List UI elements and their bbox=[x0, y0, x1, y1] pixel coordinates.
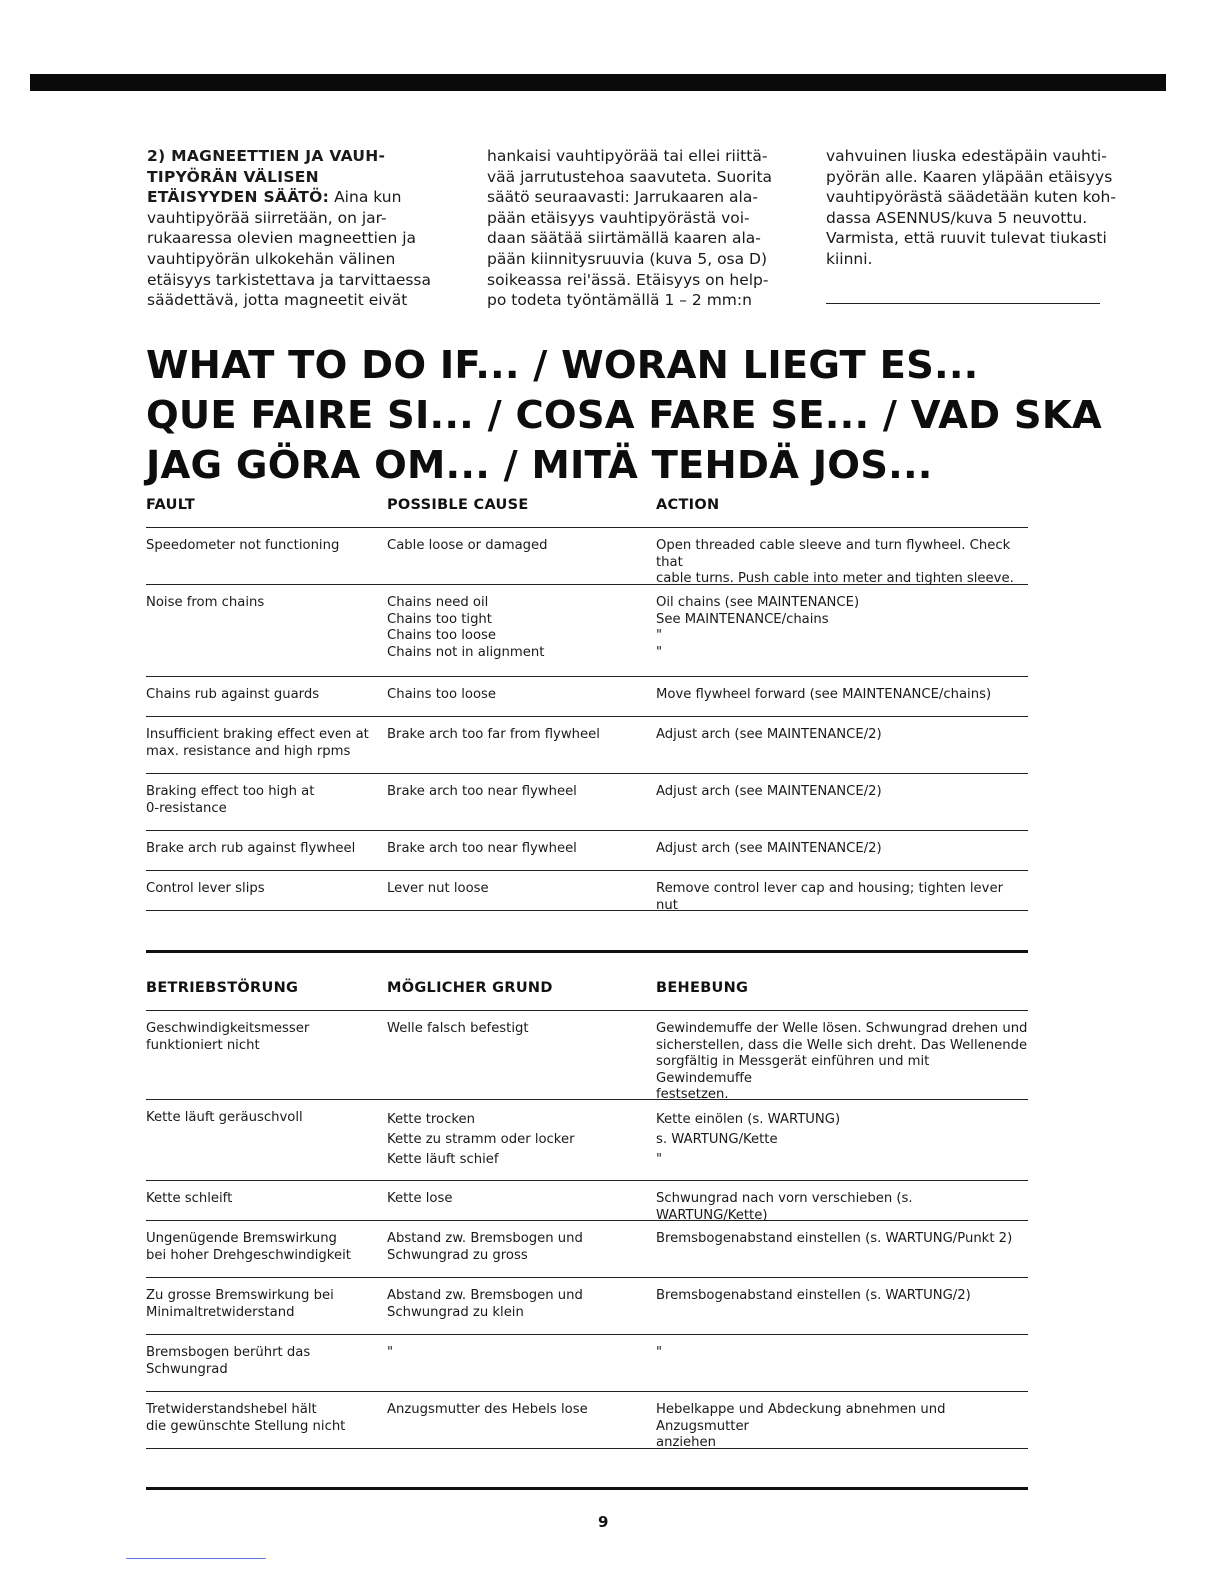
table-row bbox=[146, 1011, 1028, 1103]
cause-cell: Brake arch too near flywheel bbox=[387, 784, 577, 799]
cause-cell: Cable loose or damaged bbox=[387, 538, 548, 553]
action-cell: Adjust arch (see MAINTENANCE/2) bbox=[656, 784, 882, 799]
table-row bbox=[146, 1278, 1028, 1335]
fault-cell: Bremsbogen berührt das Schwungrad bbox=[146, 1345, 311, 1377]
table-row bbox=[146, 677, 1028, 717]
fault-cell: Zu grosse Bremswirkung bei Minimaltretwiderstand bbox=[146, 1288, 334, 1320]
cause-cell: Brake arch too near flywheel bbox=[387, 841, 577, 856]
cause-cell: Lever nut loose bbox=[387, 881, 489, 896]
fault-cell: Insufficient braking effect even at max. resistance and high rpms bbox=[146, 727, 369, 759]
fault-cell: Speedometer not functioning bbox=[146, 538, 340, 553]
action-cell: Adjust arch (see MAINTENANCE/2) bbox=[656, 727, 882, 742]
fault-cell: Braking effect too high at 0-resistance bbox=[146, 784, 315, 816]
action-cell: Open threaded cable sleeve and turn flywheel. Check that cable turns. Push cable into meter and tighten sleeve. bbox=[656, 538, 1014, 587]
cause-cell: Brake arch too far from flywheel bbox=[387, 727, 600, 742]
header-moglicher-grund: MÖGLICHER GRUND bbox=[387, 980, 553, 996]
fault-cell: Kette schleift bbox=[146, 1191, 233, 1206]
header-possible-cause: POSSIBLE CAUSE bbox=[387, 497, 529, 513]
cause-cell: Kette lose bbox=[387, 1191, 453, 1206]
fault-cell: Chains rub against guards bbox=[146, 687, 320, 702]
table-row bbox=[146, 1392, 1028, 1449]
action-cell: Remove control lever cap and housing; tighten lever nut bbox=[656, 881, 1004, 913]
header-fault: FAULT bbox=[146, 497, 196, 513]
action-cell: " bbox=[656, 1345, 663, 1360]
cause-cell: Chains need oil Chains too tight Chains too loose Chains not in alignment bbox=[387, 595, 545, 660]
intro-column-2 bbox=[487, 146, 777, 311]
table-row bbox=[146, 871, 1028, 911]
german-fault-table bbox=[146, 980, 1028, 1449]
table-row bbox=[146, 1100, 1028, 1181]
table-row bbox=[146, 585, 1028, 677]
cause-cell: Anzugsmutter des Hebels lose bbox=[387, 1402, 588, 1417]
action-cell: Adjust arch (see MAINTENANCE/2) bbox=[656, 841, 882, 856]
english-fault-table bbox=[146, 497, 1028, 911]
action-cell: Bremsbogenabstand einstellen (s. WARTUNG/Punkt 2) bbox=[656, 1231, 1013, 1246]
intro-col3-text: vahvuinen liuska edestäpäin vauhti- pyörän alle. Kaaren yläpään etäisyys vauhtipyörästä säädetään kuten koh- dassa ASENNUS/kuva 5 neuvottu. Varmista, että ruuvit tulevat tiukasti kiinni. bbox=[826, 147, 1116, 268]
intro-col2-text: hankaisi vauhtipyörää tai ellei riittä- vää jarrutustehoa saavuteta. Suorita säätö seuraavasti: Jarrukaaren ala- pään etäisyys vauhtipyörästä voi- daan säätää siirtämällä kaaren ala- pään kiinnitysruuvia (kuva 5, osa D) soikeassa rei'ässä. Etäisyys on help- po todeta työntämällä 1 – 2 mm:n bbox=[487, 147, 773, 310]
table-row bbox=[146, 831, 1028, 871]
fault-cell: Brake arch rub against flywheel bbox=[146, 841, 356, 856]
fault-cell: Tretwiderstandshebel hält die gewünschte Stellung nicht bbox=[146, 1402, 346, 1434]
bottom-divider-rule bbox=[146, 1487, 1028, 1490]
table-row bbox=[146, 528, 1028, 585]
intro-section-heading: 2) MAGNEETTIEN JA VAUH- TIPYÖRÄN VÄLISEN ETÄISYYDEN SÄÄTÖ: bbox=[147, 147, 386, 207]
fault-cell: Kette läuft geräuschvoll bbox=[146, 1110, 303, 1125]
action-cell: Bremsbogenabstand einstellen (s. WARTUNG/2) bbox=[656, 1288, 971, 1303]
header-betriebstorung: BETRIEBSTÖRUNG bbox=[146, 980, 299, 996]
top-black-bar bbox=[30, 74, 1166, 91]
fault-cell: Noise from chains bbox=[146, 595, 265, 610]
intro-column-3 bbox=[826, 146, 1116, 270]
cause-cell: Chains too loose bbox=[387, 687, 497, 702]
header-action: ACTION bbox=[656, 497, 720, 513]
action-cell: Gewindemuffe der Welle lösen. Schwungrad drehen und sicherstellen, dass die Welle sich dreht. Das Wellenende sorgfältig in Messgerät einführen und mit Gewindemuffe festsetzen. bbox=[656, 1021, 1028, 1103]
action-cell: Kette einölen (s. WARTUNG) s. WARTUNG/Kette " bbox=[656, 1112, 841, 1167]
heading-line-1: WHAT TO DO IF... / WORAN LIEGT ES... bbox=[146, 343, 979, 388]
footer-link-underline bbox=[126, 1558, 266, 1559]
table-row bbox=[146, 1335, 1028, 1392]
fault-cell: Control lever slips bbox=[146, 881, 265, 896]
heading-line-3: JAG GÖRA OM... / MITÄ TEHDÄ JOS... bbox=[146, 443, 933, 488]
cause-cell: Welle falsch befestigt bbox=[387, 1021, 529, 1036]
action-cell: Oil chains (see MAINTENANCE) See MAINTENANCE/chains " " bbox=[656, 595, 860, 660]
page-heading bbox=[146, 341, 1146, 491]
table-header bbox=[146, 980, 1028, 1011]
cause-cell: Kette trocken Kette zu stramm oder locker Kette läuft schief bbox=[387, 1112, 575, 1167]
table-row bbox=[146, 1181, 1028, 1221]
intro-column-1 bbox=[147, 146, 437, 311]
cause-cell: Abstand zw. Bremsbogen und Schwungrad zu klein bbox=[387, 1288, 583, 1320]
intro-col1-body: Aina kun vauhtipyörää siirretään, on jar- rukaaressa olevien magneettien ja vauhtipyörän ulkokehän välinen etäisyys tarkistettava ja tarvittaessa säädettävä, jotta magneetit eivät bbox=[147, 188, 432, 310]
table-row bbox=[146, 1221, 1028, 1278]
heading-line-2: QUE FAIRE SI... / COSA FARE SE... / VAD SKA bbox=[146, 393, 1102, 438]
column-divider-rule bbox=[826, 303, 1100, 304]
action-cell: Schwungrad nach vorn verschieben (s. WARTUNG/Kette) bbox=[656, 1191, 913, 1223]
cause-cell: " bbox=[387, 1345, 394, 1360]
table-row bbox=[146, 717, 1028, 774]
fault-cell: Geschwindigkeitsmesser funktioniert nicht bbox=[146, 1021, 310, 1053]
table-row bbox=[146, 774, 1028, 831]
action-cell: Hebelkappe und Abdeckung abnehmen und Anzugsmutter anziehen bbox=[656, 1402, 946, 1451]
fault-cell: Ungenügende Bremswirkung bei hoher Drehgeschwindigkeit bbox=[146, 1231, 351, 1263]
action-cell: Move flywheel forward (see MAINTENANCE/chains) bbox=[656, 687, 992, 702]
page-number: 9 bbox=[598, 1513, 609, 1531]
cause-cell: Abstand zw. Bremsbogen und Schwungrad zu gross bbox=[387, 1231, 583, 1263]
section-divider-rule bbox=[146, 950, 1028, 953]
header-behebung: BEHEBUNG bbox=[656, 980, 749, 996]
table-header bbox=[146, 497, 1028, 528]
